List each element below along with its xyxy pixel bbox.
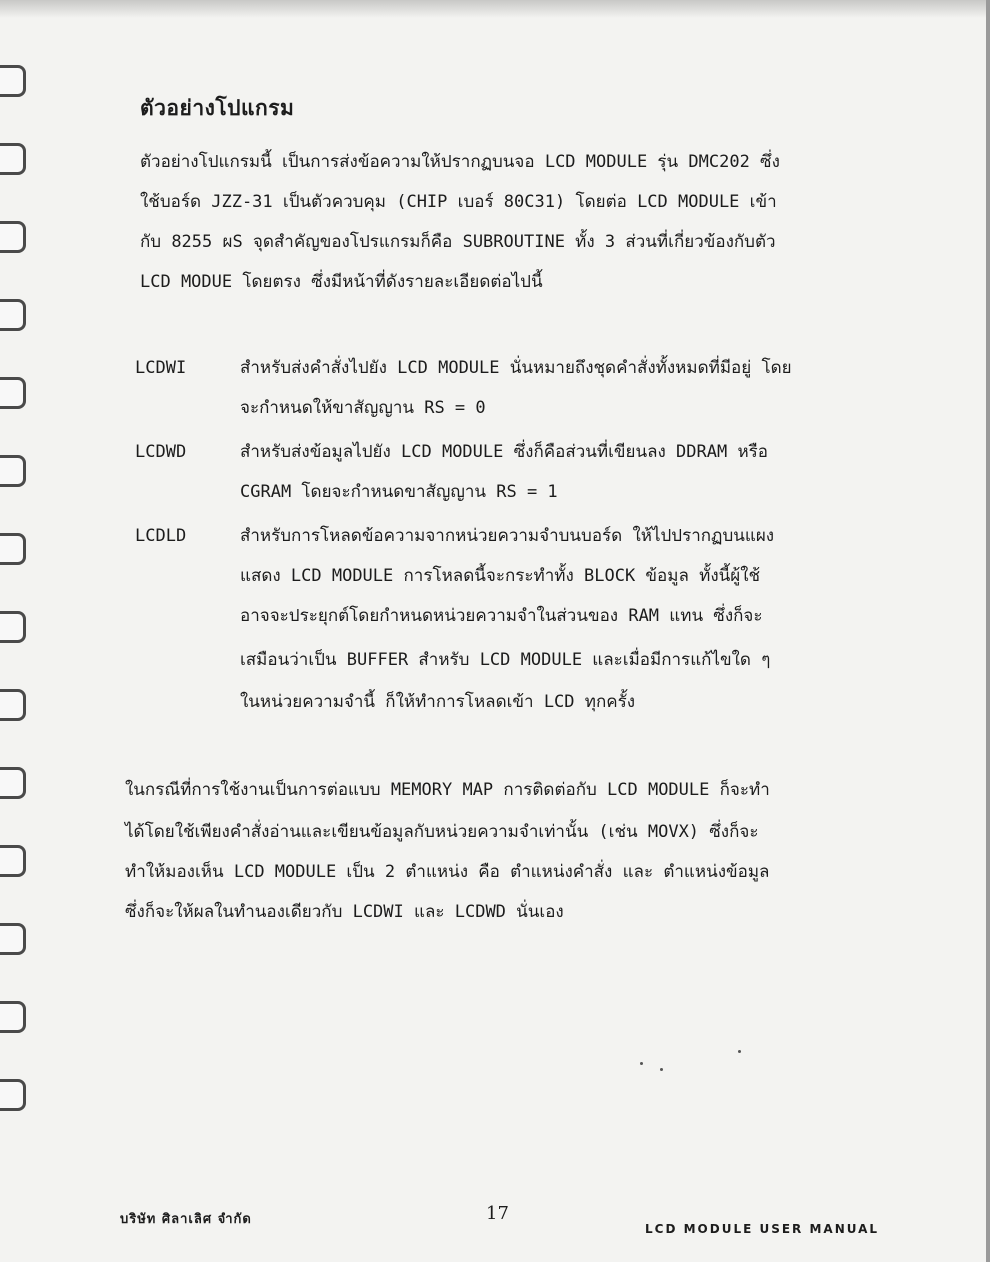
intro-line: กับ 8255 ผS จุดสำคัญของโปรแกรมก็คือ SUBROUTINE ทั้ง 3 ส่วนที่เกี่ยวข้องกับตัว xyxy=(140,232,776,252)
routine-description-line: แสดง LCD MODULE การโหลดนี้จะกระทำทั้ง BLOCK ข้อมูล ทั้งนี้ผู้ใช้ xyxy=(240,566,761,586)
scan-right-edge xyxy=(986,0,990,1262)
closing-line: ทำให้มองเห็น LCD MODULE เป็น 2 ตำแหน่ง คือ ตำแหน่งคำสั่ง และ ตำแหน่งข้อมูล xyxy=(125,862,770,882)
intro-line: ตัวอย่างโปแกรมนี้ เป็นการส่งข้อความให้ปรากฏบนจอ LCD MODULE รุ่น DMC202 ซึ่ง xyxy=(140,152,780,172)
binding-ring xyxy=(0,221,26,253)
routine-description-line: สำหรับการโหลดข้อความจากหน่วยความจำบนบอร์ด ให้ไปปรากฏบนแผง xyxy=(240,526,775,546)
binding-ring xyxy=(0,1079,26,1111)
binding-ring xyxy=(0,455,26,487)
routine-description-line: เสมือนว่าเป็น BUFFER สำหรับ LCD MODULE และเมื่อมีการแก้ไขใด ๆ xyxy=(240,650,771,670)
routine-description-line: CGRAM โดยจะกำหนดขาสัญญาน RS = 1 xyxy=(240,482,558,502)
binding-ring xyxy=(0,377,26,409)
closing-line: ได้โดยใช้เพียงคำสั่งอ่านและเขียนข้อมูลกับหน่วยความจำเท่านั้น (เช่น MOVX) ซึ่งก็จะ xyxy=(125,822,759,842)
footer-company: บริษัท ศิลาเลิศ จำกัด xyxy=(120,1212,252,1227)
spiral-binding xyxy=(0,55,34,1185)
binding-ring xyxy=(0,299,26,331)
closing-line: ในกรณีที่การใช้งานเป็นการต่อแบบ MEMORY MAP การติดต่อกับ LCD MODULE ก็จะทำ xyxy=(125,780,770,800)
routine-name-lcdwd: LCDWD xyxy=(135,442,187,462)
routine-name-lcdld: LCDLD xyxy=(135,526,187,546)
scan-speck xyxy=(738,1050,741,1053)
closing-line: ซึ่งก็จะให้ผลในทำนองเดียวกับ LCDWI และ LCDWD นั่นเอง xyxy=(125,902,564,922)
routine-description-line: จะกำหนดให้ขาสัญญาน RS = 0 xyxy=(240,398,486,418)
scan-speck xyxy=(660,1068,663,1071)
routine-description-line: สำหรับส่งคำสั่งไปยัง LCD MODULE นั่นหมายถึงชุดคำสั่งทั้งหมดที่มีอยู่ โดย xyxy=(240,358,792,378)
binding-ring xyxy=(0,845,26,877)
footer-manual-title: LCD MODULE USER MANUAL xyxy=(645,1222,880,1236)
binding-ring xyxy=(0,65,26,97)
binding-ring xyxy=(0,923,26,955)
intro-line: LCD MODUE โดยตรง ซึ่งมีหน้าที่ดังรายละเอียดต่อไปนี้ xyxy=(140,272,543,292)
binding-ring xyxy=(0,143,26,175)
binding-ring xyxy=(0,767,26,799)
scan-top-shadow xyxy=(0,0,990,18)
page-title: ตัวอย่างโปแกรม xyxy=(140,96,295,120)
intro-line: ใช้บอร์ด JZZ-31 เป็นตัวควบคุม (CHIP เบอร์ 80C31) โดยต่อ LCD MODULE เข้า xyxy=(140,192,777,212)
binding-ring xyxy=(0,611,26,643)
routine-name-lcdwi: LCDWI xyxy=(135,358,187,378)
routine-description-line: สำหรับส่งข้อมูลไปยัง LCD MODULE ซึ่งก็คือส่วนที่เขียนลง DDRAM หรือ xyxy=(240,442,768,462)
page-number: 17 xyxy=(486,1203,509,1224)
binding-ring xyxy=(0,689,26,721)
scan-speck xyxy=(640,1062,643,1065)
binding-ring xyxy=(0,1001,26,1033)
routine-description-line: ในหน่วยความจำนี้ ก็ให้ทำการโหลดเข้า LCD ทุกครั้ง xyxy=(240,692,636,712)
binding-ring xyxy=(0,533,26,565)
routine-description-line: อาจจะประยุกต์โดยกำหนดหน่วยความจำในส่วนของ RAM แทน ซึ่งก็จะ xyxy=(240,606,763,626)
